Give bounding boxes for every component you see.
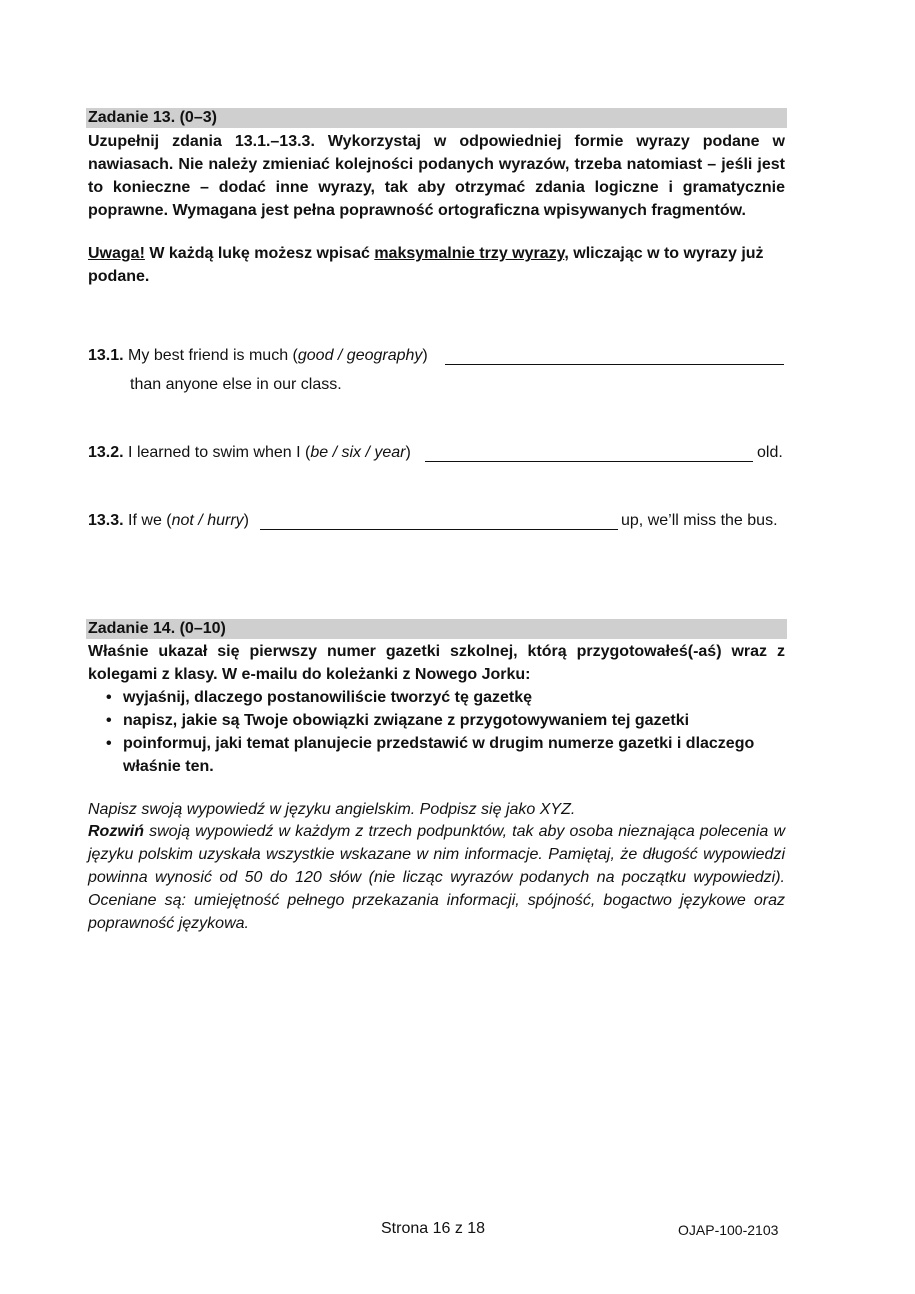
bullet-text: napisz, jakie są Twoje obowiązki związane z przygotowywaniem tej gazetki xyxy=(123,712,690,729)
item-number: 13.3. xyxy=(88,512,124,529)
note-text-2: , wliczając w to wyrazy już podane. xyxy=(88,245,764,285)
task14-instruction-2 xyxy=(88,820,785,935)
list-item xyxy=(88,709,785,732)
item-text: ) xyxy=(405,444,411,461)
list-item xyxy=(88,732,785,778)
item-13-3 xyxy=(88,511,249,531)
bullet-icon: • xyxy=(106,689,112,706)
instruction-emphasis: Rozwiń xyxy=(88,823,144,840)
task14-header: Zadanie 14. (0–10) xyxy=(86,619,787,639)
item-13-2 xyxy=(88,443,411,463)
item-text: ) xyxy=(422,347,428,364)
item-13-1-continuation: than anyone else in our class. xyxy=(130,376,342,393)
bullet-icon: • xyxy=(106,735,112,752)
item-text: I learned to swim when I ( xyxy=(128,444,311,461)
item-text: ) xyxy=(243,512,249,529)
task13-header: Zadanie 13. (0–3) xyxy=(86,108,787,128)
answer-gap-13-2[interactable] xyxy=(425,447,753,462)
item-13-2-end: old. xyxy=(757,444,783,461)
item-text: If we ( xyxy=(128,512,172,529)
note-label: Uwaga! xyxy=(88,245,145,262)
item-number: 13.2. xyxy=(88,444,124,461)
item-number: 13.1. xyxy=(88,347,124,364)
task13-note xyxy=(88,242,785,288)
list-item xyxy=(88,686,785,709)
note-text-1: W każdą lukę możesz wpisać xyxy=(144,245,375,262)
item-hint: good / geography xyxy=(297,347,423,364)
task14-intro: Właśnie ukazał się pierwszy numer gazetki szkolnej, którą przygotowałeś(-aś) wraz z kolegami z klasy. W e-mailu do koleżanki z Nowego Jorku: xyxy=(88,643,785,683)
item-hint: be / six / year xyxy=(310,444,406,461)
item-hint: not / hurry xyxy=(171,512,244,529)
task13-instruction: Uzupełnij zdania 13.1.–13.3. Wykorzystaj w odpowiedniej formie wyrazy podane w nawiasach. Nie należy zmieniać kolejności podanych wyrazów, trzeba natomiast – jeśli jest to konieczne – dodać inne wyrazy, tak aby otrzymać zdania logiczne i gramatycznie poprawne. Wymagana jest pełna poprawność ortograficzna wpisywanych fragmentów. xyxy=(88,133,785,219)
page-number: Strona 16 z 18 xyxy=(381,1220,486,1237)
instruction-text: swoją wypowiedź w każdym z trzech podpunktów, tak aby osoba nieznająca polecenia w języku polskim uzyskała wszystkie wskazane w nim informacje. Pamiętaj, że długość wypowiedzi powinna wynosić od 50 do 120 słów (nie licząc wyrazów podanych na początku wypowiedzi). Oceniane są: umiejętność pełnego przekazania informacji, spójność, bogactwo językowe oraz poprawność językowa. xyxy=(88,823,785,932)
answer-gap-13-3[interactable] xyxy=(260,515,618,530)
note-emphasis: maksymalnie trzy wyrazy xyxy=(374,245,565,262)
item-13-1 xyxy=(88,346,428,366)
item-13-3-end: up, we’ll miss the bus. xyxy=(621,512,778,529)
exam-code: OJAP-100-2103 xyxy=(678,1222,779,1238)
bullet-icon: • xyxy=(106,712,112,729)
task14-instruction-1: Napisz swoją wypowiedź w języku angielskim. Podpisz się jako XYZ. xyxy=(88,801,576,818)
bullet-text: wyjaśnij, dlaczego postanowiliście tworzyć tę gazetkę xyxy=(123,689,533,706)
task14-bullets xyxy=(88,686,785,778)
item-text: My best friend is much ( xyxy=(128,347,298,364)
answer-gap-13-1[interactable] xyxy=(445,350,784,365)
bullet-text: poinformuj, jaki temat planujecie przedstawić w drugim numerze gazetki i dlaczego właśnie ten. xyxy=(123,735,755,775)
